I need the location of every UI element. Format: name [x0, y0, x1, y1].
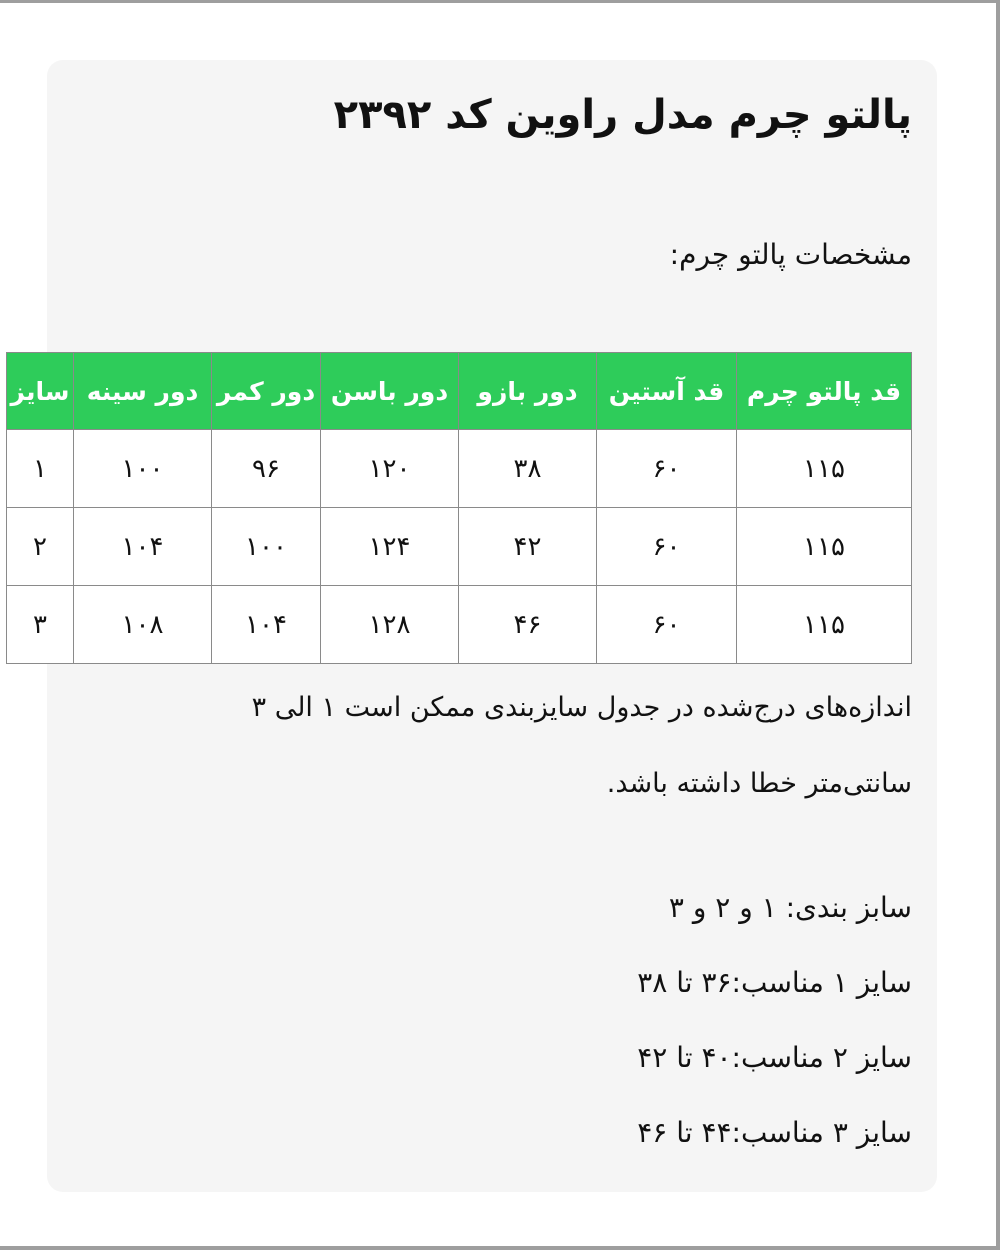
screen-top-edge	[0, 0, 1000, 3]
table-cell: ۱۲۸	[321, 586, 459, 664]
size-info-item: سایز ۱ مناسب:۳۶ تا ۳۸	[637, 966, 912, 999]
page-title: پالتو چرم مدل راوین کد ۲۳۹۲	[333, 92, 912, 138]
table-cell: ۱۲۴	[321, 508, 459, 586]
screen-right-edge	[996, 0, 1000, 1250]
table-header-row	[7, 353, 912, 430]
table-cell: ۱۰۴	[212, 586, 321, 664]
screen-bottom-edge	[0, 1246, 1000, 1250]
table-cell: ۳	[7, 586, 74, 664]
table-cell: ۴۶	[459, 586, 597, 664]
size-tolerance-note: اندازه‌های درج‌شده در جدول سایزبندی ممکن است ۱ الی ۳ سانتی‌متر خطا داشته باشد.	[251, 692, 912, 799]
header-waist-circumference: دور کمر	[212, 353, 321, 430]
table-cell: ۹۶	[212, 430, 321, 508]
table-cell: ۱۱۵	[737, 430, 912, 508]
size-info-list	[212, 870, 912, 1170]
table-cell: ۱۱۵	[737, 508, 912, 586]
header-coat-length: قد پالتو چرم	[737, 353, 912, 430]
table-cell: ۱۰۴	[74, 508, 212, 586]
table-cell: ۱۲۰	[321, 430, 459, 508]
table-cell: ۶۰	[597, 430, 737, 508]
product-description-sheet	[10, 60, 937, 1192]
size-table	[6, 352, 912, 664]
header-hip-circumference: دور باسن	[321, 353, 459, 430]
table-cell: ۳۸	[459, 430, 597, 508]
spec-label: مشخصات پالتو چرم:	[669, 238, 912, 271]
header-sleeve-length: قد آستین	[597, 353, 737, 430]
size-info-item: سایز ۳ مناسب:۴۴ تا ۴۶	[637, 1116, 912, 1149]
header-size: سایز	[7, 353, 74, 430]
table-cell: ۱۰۰	[74, 430, 212, 508]
table-cell: ۶۰	[597, 508, 737, 586]
table-row	[7, 586, 912, 664]
header-arm-circumference: دور بازو	[459, 353, 597, 430]
size-info-item: سایز ۲ مناسب:۴۰ تا ۴۲	[637, 1041, 912, 1074]
table-cell: ۶۰	[597, 586, 737, 664]
table-cell: ۱	[7, 430, 74, 508]
table-cell: ۲	[7, 508, 74, 586]
table-cell: ۴۲	[459, 508, 597, 586]
table-cell: ۱۰۸	[74, 586, 212, 664]
table-row	[7, 508, 912, 586]
size-info-item: سابز بندی: ۱ و ۲ و ۳	[668, 891, 912, 924]
table-cell: ۱۰۰	[212, 508, 321, 586]
table-row	[7, 430, 912, 508]
header-chest-circumference: دور سینه	[74, 353, 212, 430]
table-cell: ۱۱۵	[737, 586, 912, 664]
